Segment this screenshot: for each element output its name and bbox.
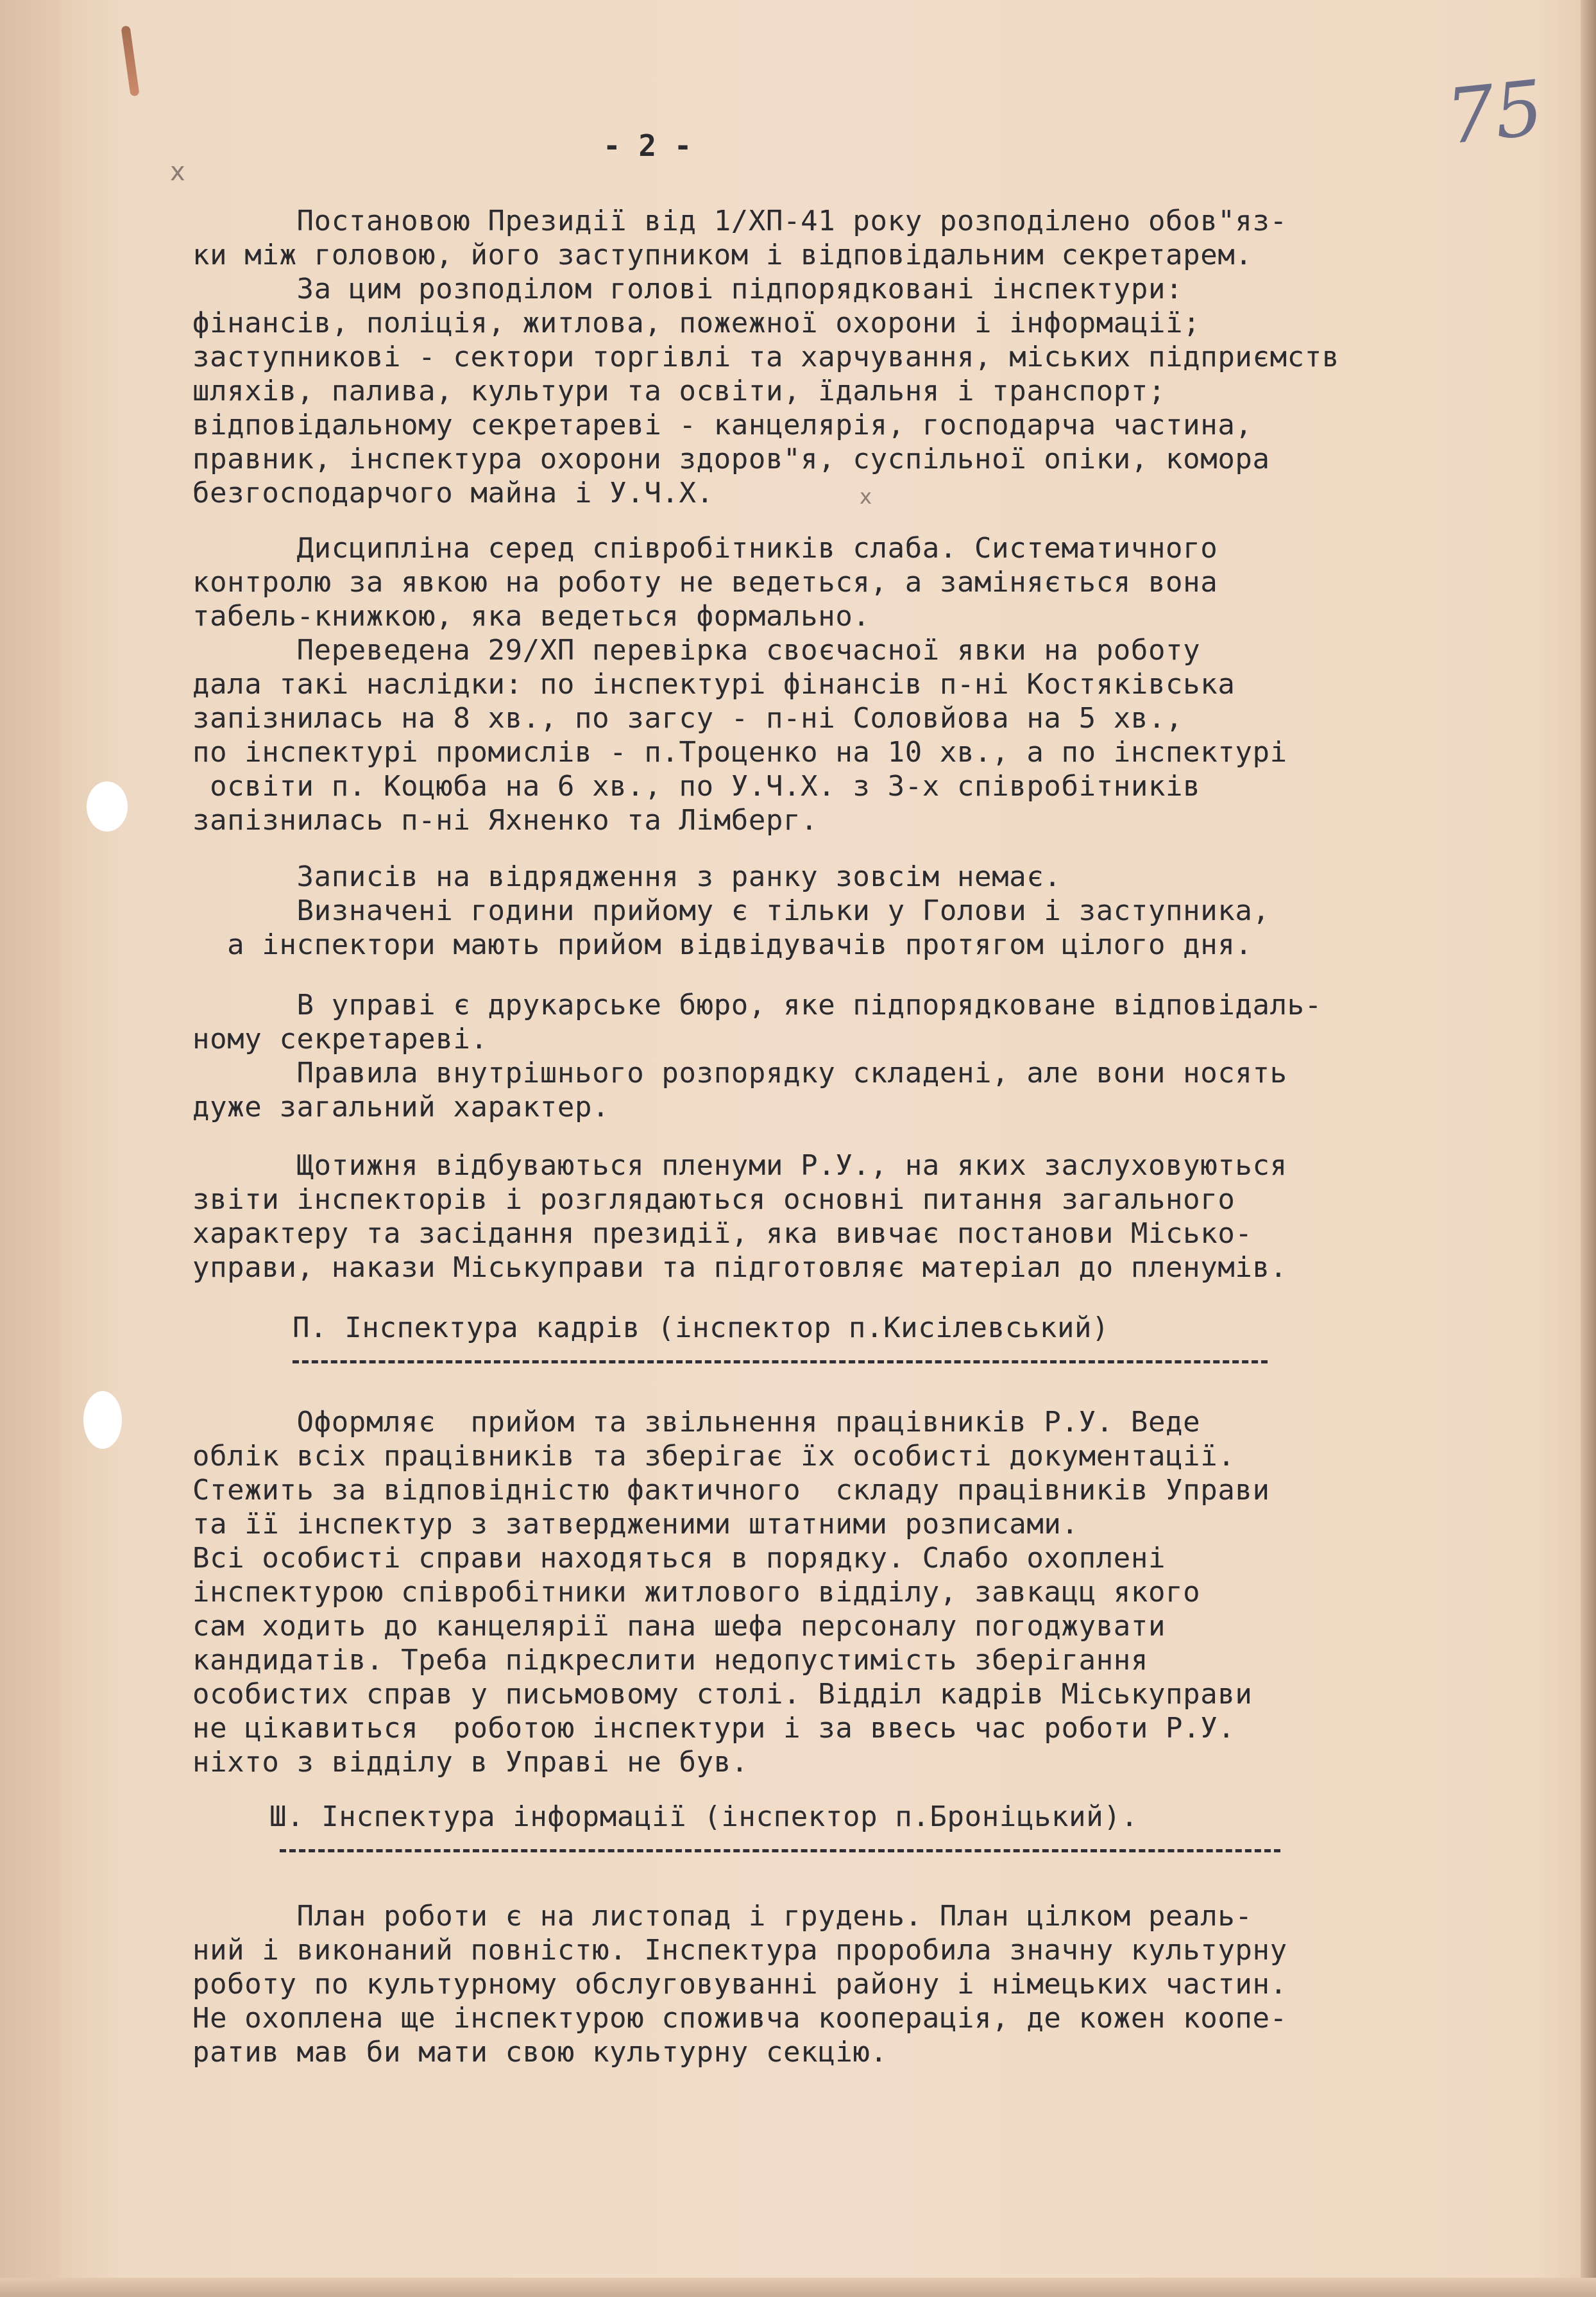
text-line: фінансів, поліція, житлова, пожежної охорони і інформації; xyxy=(192,307,1201,339)
paragraph-personnel xyxy=(192,1405,1540,1784)
paper-edge xyxy=(1581,0,1596,2297)
paragraph-reception xyxy=(192,860,1540,962)
pencil-mark: x xyxy=(170,157,185,187)
text-line: ному секретареві. xyxy=(192,1023,488,1055)
text-line: характеру та засідання президії, яка вивчає постанови Місько- xyxy=(192,1217,1253,1250)
heading-underline xyxy=(280,1849,1280,1852)
page-number: - 2 - xyxy=(603,128,692,163)
text-line: ний і виконаний повністю. Інспектура проробила значну культурну xyxy=(192,1934,1287,1967)
pencil-mark: x xyxy=(860,484,872,509)
handwritten-sheet-number: 75 xyxy=(1442,63,1547,162)
text-line: не цікавиться роботою інспектури і за ввесь час роботи Р.У. xyxy=(192,1712,1235,1745)
text-line: Правила внутрішнього розпорядку складені, але вони носять xyxy=(192,1057,1287,1089)
text-line: та її інспектур з затвердженими штатними розписами. xyxy=(192,1508,1079,1541)
paragraph-discipline xyxy=(192,531,1540,839)
text-line: За цим розподілом голові підпорядковані інспектури: xyxy=(192,273,1184,305)
heading-underline xyxy=(293,1360,1268,1363)
text-line: заступникові - сектори торгівлі та харчування, міських підприємств xyxy=(192,341,1339,373)
text-line: запізнилась на 8 хв., по загсу - п-ні Соловйова на 5 хв., xyxy=(192,702,1184,735)
text-line: Дисципліна серед співробітників слаба. Систематичного xyxy=(192,532,1218,565)
paragraph-typing-bureau xyxy=(192,988,1540,1124)
text-line: по інспектурі промислів - п.Троценко на 10 хв., а по інспектурі xyxy=(192,736,1287,769)
text-line: Стежить за відповідністю фактичного складу працівників Управи xyxy=(192,1474,1270,1507)
text-line: Записів на відрядження з ранку зовсім немає. xyxy=(192,860,1062,893)
section-heading-personnel: П. Інспектура кадрів (інспектор п.Кисілевський) xyxy=(293,1311,1110,1344)
text-line: Постановою Президії від 1/ХП-41 року розподілено обов"яз- xyxy=(192,205,1287,237)
text-line: роботу по культурному обслуговуванні району і німецьких частин. xyxy=(192,1968,1287,2001)
text-line: План роботи є на листопад і грудень. План цілком реаль- xyxy=(192,1900,1253,1933)
text-line: інспектурою співробітники житлового відділу, завкацц якого xyxy=(192,1576,1201,1609)
text-line: безгосподарчого майна і У.Ч.Х. xyxy=(192,477,714,509)
text-line: шляхів, палива, культури та освіти, їдальня і транспорт; xyxy=(192,375,1166,407)
text-line: Оформляє прийом та звільнення працівників Р.У. Веде xyxy=(192,1406,1201,1439)
text-line: кандидатів. Треба підкреслити недопустимість зберігання xyxy=(192,1644,1148,1677)
paragraph-plenums xyxy=(192,1148,1540,1285)
text-line: Переведена 29/ХП перевірка своєчасної явки на роботу xyxy=(192,634,1201,667)
text-line: дуже загальний характер. xyxy=(192,1091,610,1123)
text-line: ратив мав би мати свою культурну секцію. xyxy=(192,2036,888,2069)
text-line: сам ходить до канцелярії пана шефа персоналу погоджувати xyxy=(192,1610,1166,1643)
punch-hole xyxy=(87,781,128,832)
text-line: Щотижня відбуваються пленуми Р.У., на яких заслуховуються xyxy=(192,1149,1287,1182)
text-line: Визначені години прийому є тільки у Голови і заступника, xyxy=(192,894,1270,927)
paragraph-duties xyxy=(192,204,1540,512)
text-line: дала такі наслідки: по інспектурі фінансів п-ні Костяківська xyxy=(192,668,1235,701)
text-line: ніхто з відділу в Управі не був. xyxy=(192,1746,749,1779)
text-line: ки між головою, його заступником і відповідальним секретарем. xyxy=(192,239,1253,271)
text-line: запізнилась п-ні Яхненко та Лімберг. xyxy=(192,804,819,837)
punch-hole xyxy=(83,1391,122,1449)
text-line: особистих справ у письмовому столі. Відділ кадрів Міськуправи xyxy=(192,1678,1253,1711)
text-line: а інспектори мають прийом відвідувачів протягом цілого дня. xyxy=(192,928,1253,961)
text-line: правник, інспектура охорони здоров"я, суспільної опіки, комора xyxy=(192,443,1270,475)
text-line: звіти інспекторів і розглядаються основні питання загального xyxy=(192,1183,1235,1216)
paragraph-information xyxy=(192,1899,1540,2072)
text-line: Не охоплена ще інспектурою споживча кооперація, де кожен коопе- xyxy=(192,2002,1287,2035)
text-line: В управі є друкарське бюро, яке підпорядковане відповідаль- xyxy=(192,989,1322,1021)
text-line: Всі особисті справи находяться в порядку. Слабо охоплені xyxy=(192,1542,1166,1575)
text-line: контролю за явкою на роботу не ведеться, а заміняється вона xyxy=(192,566,1218,599)
section-heading-information: Ш. Інспектура інформації (інспектор п.Броніцький). xyxy=(269,1800,1139,1833)
text-line: облік всіх працівників та зберігає їх особисті документації. xyxy=(192,1440,1235,1473)
text-line: відповідальному секретареві - канцелярія, господарча частина, xyxy=(192,409,1253,441)
text-line: освіти п. Коцюба на 6 хв., по У.Ч.Х. з 3-х співробітників xyxy=(192,770,1201,803)
scan-margin xyxy=(0,0,61,2297)
text-line: табель-книжкою, яка ведеться формально. xyxy=(192,600,870,633)
paper-bottom-edge xyxy=(0,2278,1596,2297)
text-line: управи, накази Міськуправи та підготовляє матеріал до пленумів. xyxy=(192,1251,1287,1284)
